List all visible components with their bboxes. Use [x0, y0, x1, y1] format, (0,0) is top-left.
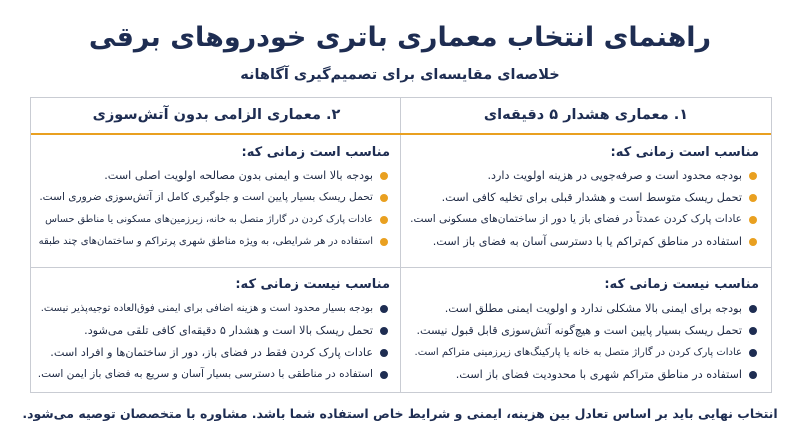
unsuitable-heading: مناسب نیست زمانی که:	[235, 277, 390, 292]
column-heading: ۲. معماری الزامی بدون آتش‌سوزی	[31, 98, 402, 135]
unsuitable-list	[409, 298, 759, 386]
list-item-text: عادات پارک کردن فقط در فضای باز، دور از ساختمان‌ها و افراد است.	[50, 346, 373, 359]
bullet-icon	[380, 238, 388, 246]
comparison-grid	[30, 97, 772, 393]
list-item	[39, 231, 390, 253]
suitable-list	[39, 165, 390, 253]
list-item-text: تحمل ریسک بسیار پایین است و جلوگیری کامل از آتش‌سوزی ضروری است.	[39, 191, 373, 203]
list-item	[409, 165, 759, 187]
list-item-text: تحمل ریسک بسیار پایین است و هیچ‌گونه آتش‌سوزی قابل قبول نیست.	[416, 324, 742, 337]
unsuitable-section	[31, 268, 402, 392]
list-item-text: بودجه محدود است و صرفه‌جویی در هزینه اولویت دارد.	[487, 169, 742, 182]
unsuitable-section	[401, 268, 771, 392]
page-title: راهنمای انتخاب معماری باتری خودروهای برقی	[88, 22, 712, 53]
unsuitable-list	[39, 298, 390, 386]
list-item-text: استفاده در هر شرایطی، به ویژه مناطق شهری پرتراکم و ساختمان‌های چند طبقه	[38, 236, 373, 247]
page-subtitle: خلاصه‌ای مقایسه‌ای برای تصمیم‌گیری آگاهانه	[240, 67, 560, 83]
list-item	[39, 320, 390, 342]
list-item	[39, 364, 390, 386]
column-mandatory-no-fire	[31, 98, 402, 392]
list-item	[409, 298, 759, 320]
bullet-icon	[749, 194, 757, 202]
bullet-icon	[380, 327, 388, 335]
bullet-icon	[380, 172, 388, 180]
bullet-icon	[749, 349, 757, 357]
list-item-text: تحمل ریسک متوسط است و هشدار قبلی برای تخلیه کافی است.	[441, 191, 742, 204]
suitable-section	[401, 135, 771, 268]
list-item	[409, 342, 759, 364]
list-item-text: عادات پارک کردن در گاراژ متصل به خانه، زیرزمین‌های مسکونی یا مناطق حساس	[45, 214, 373, 225]
bullet-icon	[380, 349, 388, 357]
list-item	[39, 342, 390, 364]
list-item-text: تحمل ریسک بالا است و هشدار ۵ دقیقه‌ای کافی تلقی می‌شود.	[84, 324, 373, 337]
bullet-icon	[749, 371, 757, 379]
list-item	[409, 209, 759, 231]
list-item-text: استفاده در مناطق کم‌تراکم یا با دسترسی آسان به فضای باز است.	[432, 235, 742, 248]
list-item	[39, 165, 390, 187]
list-item-text: استفاده در مناطق متراکم شهری با محدودیت فضای باز است.	[455, 368, 742, 381]
bullet-icon	[749, 327, 757, 335]
list-item-text: عادات پارک کردن عمدتاً در فضای باز یا دور از ساختمان‌های مسکونی است.	[410, 213, 742, 225]
suitable-heading: مناسب است زمانی که:	[241, 145, 390, 160]
unsuitable-heading: مناسب نیست زمانی که:	[604, 277, 759, 292]
suitable-list	[409, 165, 759, 253]
list-item	[409, 320, 759, 342]
list-item-text: بودجه بالا است و ایمنی بدون مصالحه اولویت اصلی است.	[104, 169, 373, 182]
bullet-icon	[749, 305, 757, 313]
list-item-text: عادات پارک کردن در گاراژ متصل به خانه یا پارکینگ‌های زیرزمینی متراکم است.	[414, 347, 742, 358]
bullet-icon	[380, 305, 388, 313]
bullet-icon	[380, 216, 388, 224]
list-item	[39, 187, 390, 209]
suitable-section	[31, 135, 402, 268]
list-item	[409, 187, 759, 209]
list-item-text: بودجه بسیار محدود است و هزینه اضافی برای ایمنی فوق‌العاده توجیه‌پذیر نیست.	[40, 303, 373, 314]
bullet-icon	[749, 238, 757, 246]
bullet-icon	[380, 194, 388, 202]
bullet-icon	[749, 216, 757, 224]
recommendation-note: انتخاب نهایی باید بر اساس تعادل بین هزینه، ایمنی و شرایط خاص استفاده شما باشد. مشاوره با متخصصان توصیه می‌شود.	[22, 406, 778, 421]
list-item	[39, 298, 390, 320]
list-item	[409, 364, 759, 386]
bullet-icon	[749, 172, 757, 180]
column-heading: ۱. معماری هشدار ۵ دقیقه‌ای	[401, 98, 771, 135]
list-item-text: بودجه برای ایمنی بالا مشکلی ندارد و اولویت ایمنی مطلق است.	[444, 302, 742, 315]
list-item	[409, 231, 759, 253]
list-item-text: استفاده در مناطقی با دسترسی بسیار آسان و سریع به فضای باز ایمن است.	[37, 368, 373, 380]
suitable-heading: مناسب است زمانی که:	[610, 145, 759, 160]
column-five-minute-warning	[400, 98, 771, 392]
list-item	[39, 209, 390, 231]
bullet-icon	[380, 371, 388, 379]
